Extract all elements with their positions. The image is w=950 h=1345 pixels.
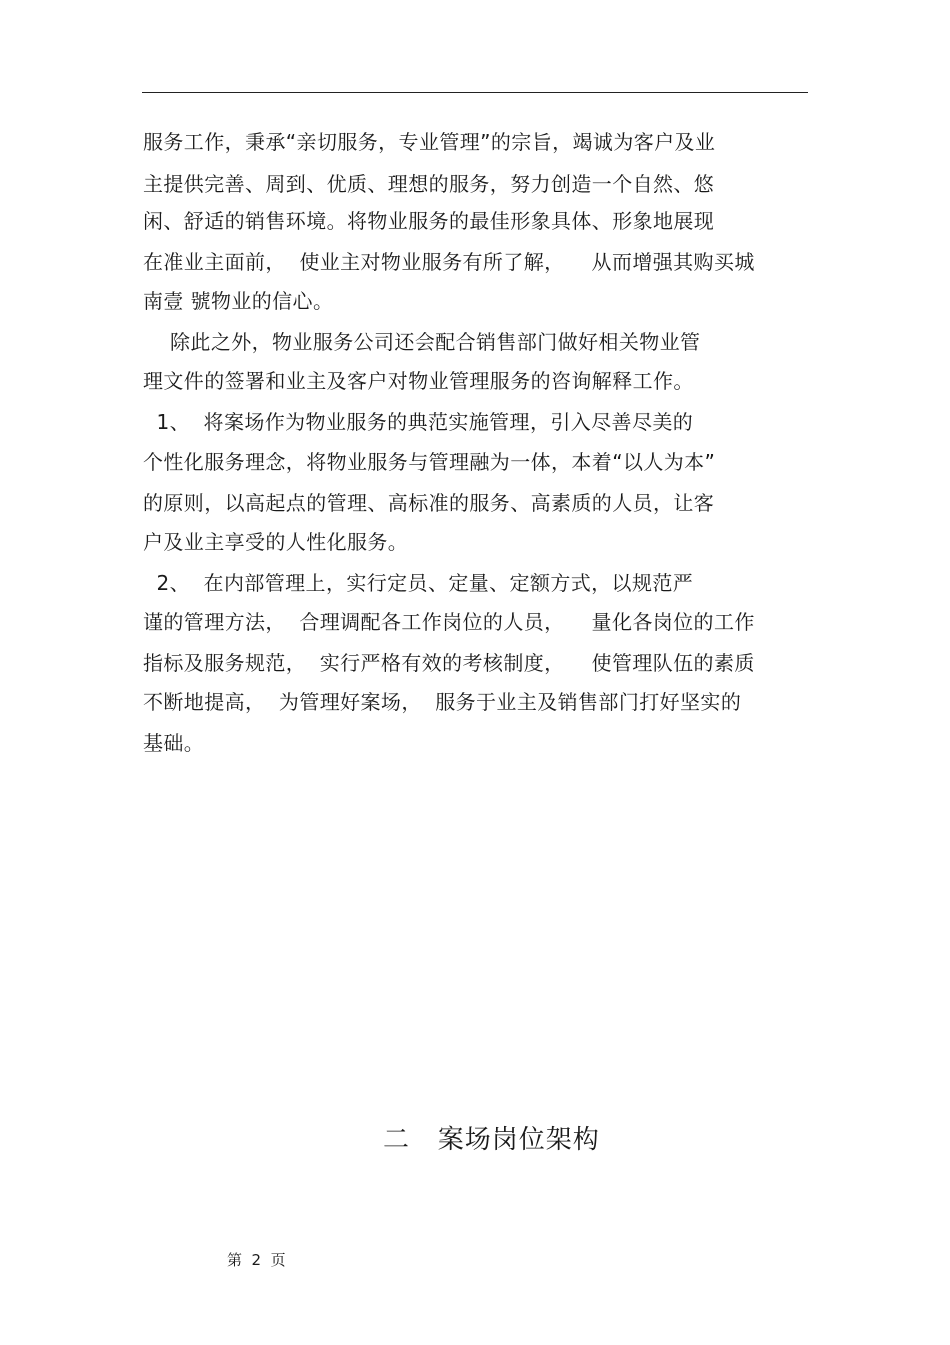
text-line: 基础。: [143, 731, 205, 755]
text-line: 谨的管理方法， 合理调配各工作岗位的人员， 量化各岗位的工作: [143, 610, 755, 634]
text-line: 闲、舒适的销售环境。将物业服务的最佳形象具体、形象地展现: [143, 209, 715, 233]
text-line: 在准业主面前， 使业主对物业服务有所了解， 从而增强其购买城: [143, 250, 755, 274]
text-line: 理文件的签署和业主及客户对物业管理服务的咨询解释工作。: [143, 369, 694, 393]
text-line: 指标及服务规范， 实行严格有效的考核制度， 使管理队伍的素质: [143, 651, 755, 675]
text-line: 2、 在内部管理上，实行定员、定量、定额方式，以规范严: [143, 571, 694, 595]
text-line: 户及业主享受的人性化服务。: [143, 530, 409, 554]
section-heading: 二 案场岗位架构: [383, 1125, 600, 1155]
header-rule: [142, 92, 808, 93]
text-line: 的原则，以高起点的管理、高标准的服务、高素质的人员，让客: [143, 491, 715, 515]
text-line: 除此之外，物业服务公司还会配合销售部门做好相关物业管: [143, 330, 701, 354]
text-line: 南壹 號物业的信心。: [143, 289, 334, 313]
text-line: 个性化服务理念，将物业服务与管理融为一体，本着“以人为本”: [143, 450, 716, 474]
page-number: 第 2 页: [227, 1251, 286, 1269]
text-line: 服务工作，秉承“亲切服务，专业管理”的宗旨，竭诚为客户及业: [143, 130, 716, 154]
text-line: 不断地提高， 为管理好案场， 服务于业主及销售部门打好坚实的: [143, 690, 742, 714]
text-line: 主提供完善、周到、优质、理想的服务，努力创造一个自然、悠: [143, 172, 715, 196]
text-line: 1、 将案场作为物业服务的典范实施管理，引入尽善尽美的: [143, 410, 694, 434]
